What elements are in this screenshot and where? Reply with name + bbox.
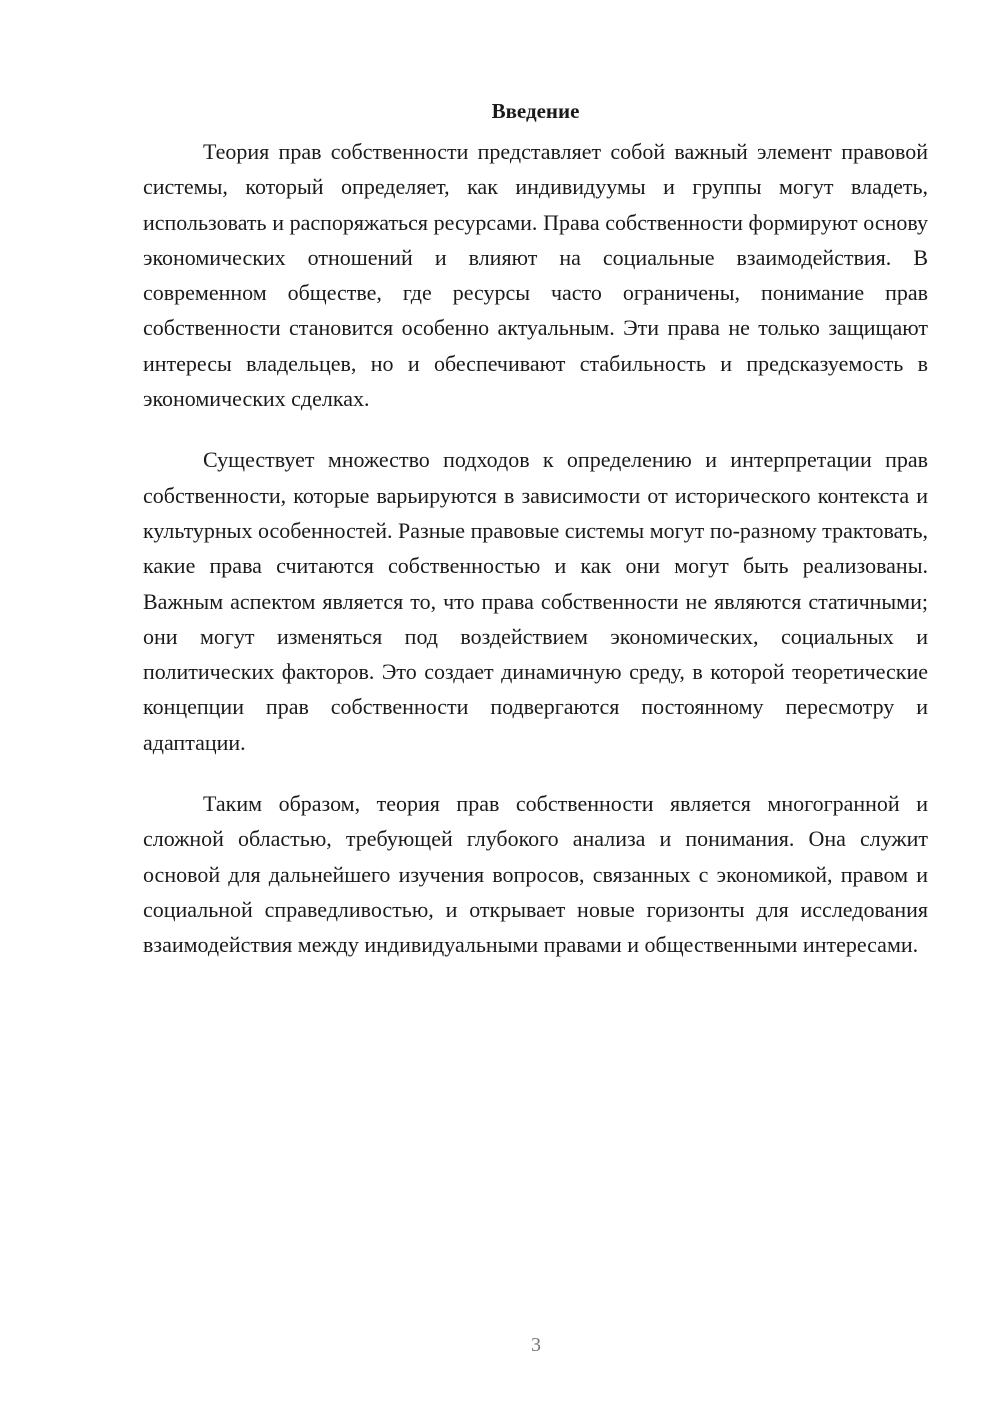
page-number: 3: [531, 1334, 541, 1356]
page-content: [143, 96, 928, 989]
section-title: Введение: [491, 99, 580, 123]
paragraph-2: Существует множество подходов к определению и интерпретации прав собственности, которые варьируются в зависимости от исторического контекста и культурных особенностей. Разные правовые системы могут по-разному трактовать, какие права считаются собственностью и как они могут быть реализованы. Важным аспектом является то, что права собственности не являются статичными; они могут изменяться под воздействием экономических, социальных и политических факторов. Это создает динамичную среду, в которой теоретические концепции прав собственности подвергаются постоянному пересмотру и адаптации.: [143, 447, 928, 755]
paragraph-1: Теория прав собственности представляет собой важный элемент правовой системы, который определяет, как индивидуумы и группы могут владеть, использовать и распоряжаться ресурсами. Права собственности формируют основу экономических отношений и влияют на социальные взаимодействия. В современном обществе, где ресурсы часто ограничены, понимание прав собственности становится особенно актуальным. Эти права не только защищают интересы владельцев, но и обеспечивают стабильность и предсказуемость в экономических сделках.: [143, 139, 928, 412]
paragraph-3: Таким образом, теория прав собственности является многогранной и сложной областью, требующей глубокого анализа и понимания. Она служит основой для дальнейшего изучения вопросов, связанных с экономикой, правом и социальной справедливостью, и открывает новые горизонты для исследования взаимодействия между индивидуальными правами и общественными интересами.: [143, 791, 928, 958]
